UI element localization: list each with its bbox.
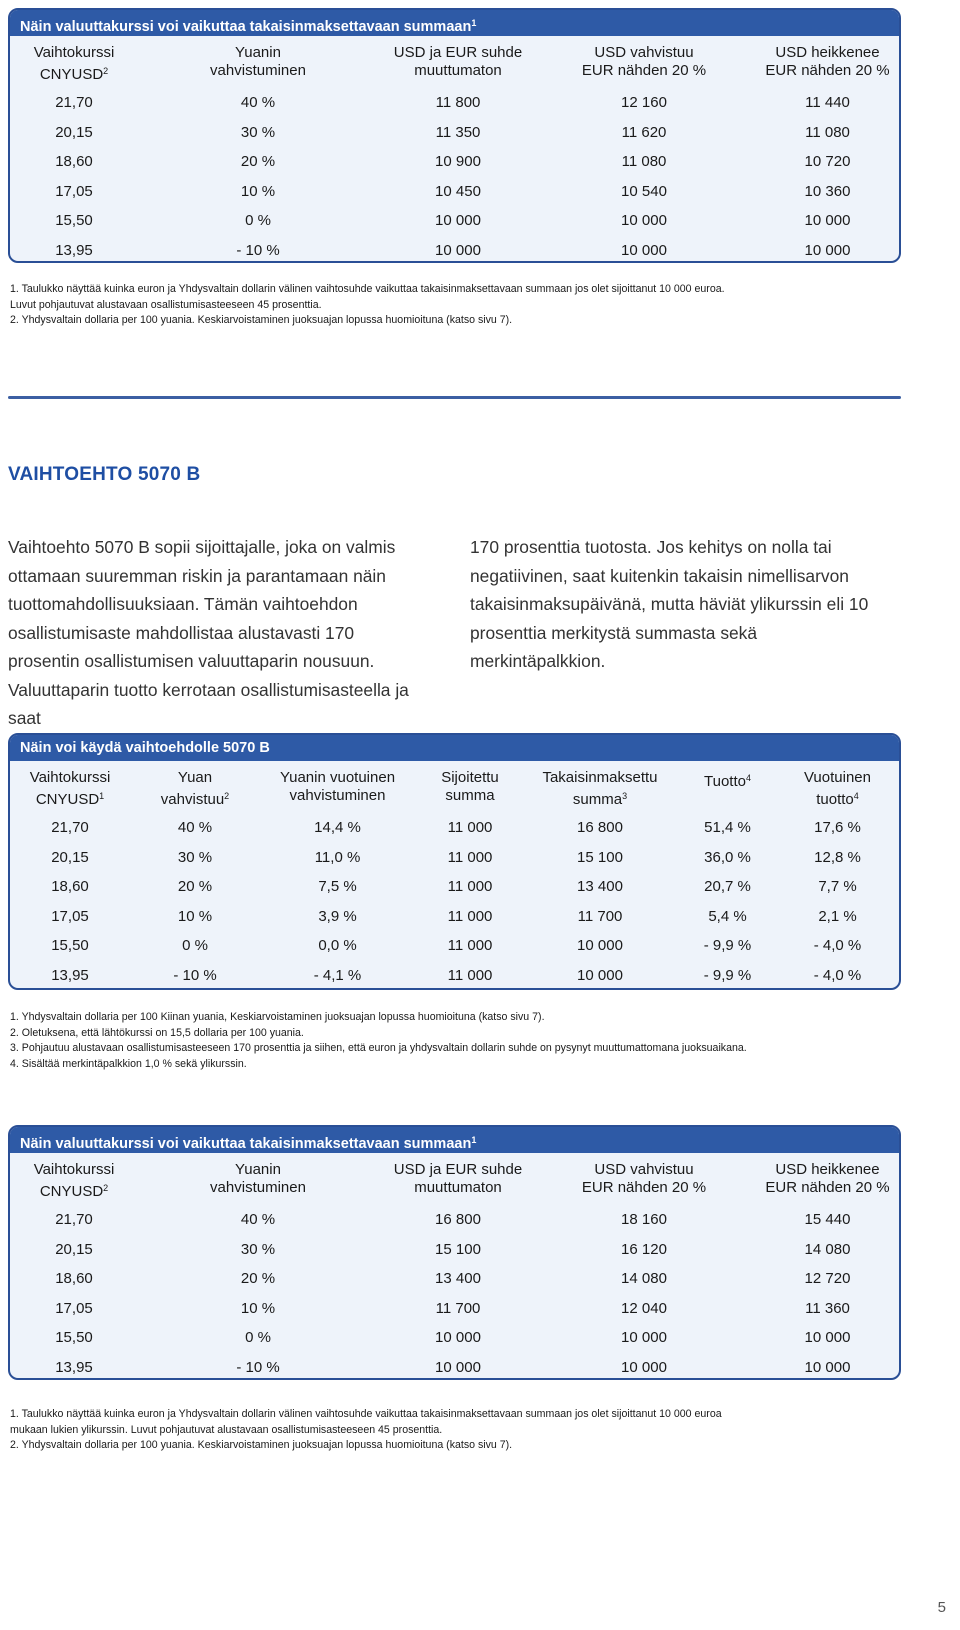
table2-header-0-line2: CNYUSD: [35, 791, 100, 808]
table-cell: 11 000: [447, 878, 493, 895]
table-cell: 11 440: [805, 94, 850, 111]
table2-header-5-line1-sup: 4: [745, 773, 751, 783]
table-row: [10, 177, 899, 207]
table-cell: 11 360: [805, 1299, 850, 1317]
table-cell: 0 %: [245, 212, 271, 229]
table2-header-4-line2: summa: [572, 791, 623, 808]
table-cell: 14 080: [621, 1270, 667, 1287]
table-cell: 40 %: [177, 819, 213, 836]
table2-box: [8, 733, 901, 990]
table2-header-5-line1: Tuotto: [704, 773, 746, 790]
table-row: [10, 872, 899, 902]
table-cell: 15 100: [577, 848, 623, 866]
table-cell: 10 000: [435, 212, 481, 229]
table2-title: Näin voi käydä vaihtoehdolle 5070 B: [10, 735, 899, 761]
table2-header-4-line1: Takaisinmaksettu: [542, 769, 658, 786]
table-cell: 10 000: [621, 1329, 667, 1346]
table3-header-2: [378, 1161, 538, 1201]
table2-header-2: [260, 769, 415, 809]
table2-note: 1. Yhdysvaltain dollaria per 100 Kiinan yuania, Keskiarvoistaminen juoksuajan lopussa huomioituna (katso sivu 7).: [10, 1011, 545, 1023]
table-cell: 10 %: [240, 1299, 276, 1317]
page-number: 5: [937, 1599, 946, 1616]
table-cell: 30 %: [177, 848, 213, 866]
table3-header-3-line2: EUR nähden 20 %: [581, 1179, 707, 1196]
table-row: [10, 88, 899, 118]
table2-header-1: [130, 769, 260, 809]
table-cell: 0 %: [182, 937, 208, 954]
table-cell: - 10 %: [236, 1358, 280, 1376]
table-cell: 20,15: [51, 848, 89, 866]
table1-header-4-line2: EUR nähden 20 %: [765, 62, 890, 79]
table-cell: 10 000: [435, 241, 481, 259]
table-cell: 10 000: [435, 1358, 481, 1376]
table2-body: [10, 813, 899, 990]
table1-body: [10, 88, 899, 263]
table-cell: 13 400: [577, 878, 623, 895]
table-cell: 21,70: [55, 94, 93, 111]
table2-header-6-sup: 4: [853, 791, 859, 801]
table-cell: 10 000: [621, 241, 667, 259]
table-row: [10, 931, 899, 961]
table3-header-1-line1: Yuanin: [235, 1161, 281, 1178]
table-cell: 10 720: [804, 153, 851, 170]
table3-header-0-line1: Vaihtokurssi: [33, 1161, 115, 1178]
table-row: [10, 902, 899, 932]
table-cell: 15 440: [804, 1211, 851, 1228]
table-cell: 0,0 %: [318, 937, 357, 954]
table2-header-3-line2: summa: [445, 787, 495, 804]
table3-notes: [10, 1407, 910, 1454]
table1-note: 2. Yhdysvaltain dollaria per 100 yuania. Keskiarvoistaminen juoksuajan lopussa huomioituna (katso sivu 7).: [10, 314, 513, 326]
table-cell: 18,60: [55, 153, 93, 170]
table1-header-2-line2: muuttumaton: [414, 62, 502, 79]
table2-header-3-line1: Sijoitettu: [441, 769, 499, 786]
table2-header-6: [780, 769, 895, 809]
table1-header-0-sup: 2: [103, 66, 109, 76]
table-row: [10, 206, 899, 236]
table1-title: Näin valuuttakurssi voi vaikuttaa takaisinmaksettavaan summaan$^1$: [10, 10, 899, 36]
table-cell: 12,8 %: [814, 848, 861, 866]
table2-header-2-line2: vahvistuminen: [289, 787, 386, 804]
table2-header-0: [10, 769, 130, 809]
table-cell: 14 080: [804, 1240, 851, 1258]
table-cell: 10 540: [621, 182, 667, 200]
table1-header-2: [378, 44, 538, 84]
table-cell: 17,6 %: [814, 819, 861, 836]
table-cell: 11 620: [621, 123, 667, 141]
table2-header-4-sup: 3: [622, 791, 628, 801]
table3-header-0-line2: CNYUSD: [39, 1183, 104, 1200]
table1-box: [8, 8, 901, 263]
table2-header-2-line1: Yuanin vuotuinen: [279, 769, 396, 786]
table-cell: 17,05: [55, 1299, 93, 1317]
table-cell: 20 %: [177, 878, 213, 895]
table3-note: mukaan lukien ylikurssin. Luvut pohjautuvat alustavaan osallistumisasteeseen 45 prosenttia.: [10, 1423, 443, 1436]
table2-header-5: [675, 769, 780, 809]
table-cell: - 10 %: [173, 966, 217, 984]
table-cell: 18 160: [621, 1211, 667, 1228]
table-cell: 16 800: [577, 819, 623, 836]
table2-notes: [10, 1010, 910, 1072]
table-cell: 20 %: [240, 153, 276, 170]
table-cell: - 10 %: [236, 241, 280, 259]
table-row: [10, 813, 899, 843]
table1-header-1: [138, 44, 378, 84]
table-cell: 5,4 %: [708, 907, 747, 925]
table-cell: 10 000: [621, 212, 667, 229]
table-cell: 18,60: [51, 878, 89, 895]
table-cell: 20,7 %: [704, 878, 751, 895]
table-cell: 10 000: [435, 1329, 481, 1346]
table-cell: - 4,0 %: [813, 966, 862, 984]
table-cell: 51,4 %: [704, 819, 751, 836]
table-cell: 30 %: [240, 1240, 276, 1258]
table2-header-3: [415, 769, 525, 809]
table-cell: 10 000: [577, 966, 623, 984]
table2-header-6-line1: Vuotuinen: [803, 769, 871, 786]
table-cell: 7,7 %: [818, 878, 857, 895]
table-cell: 15 100: [435, 1240, 481, 1258]
table3-header-2-line1: USD ja EUR suhde: [393, 1161, 523, 1178]
table1-header-0-line1: Vaihtokurssi: [33, 44, 115, 61]
table-cell: 10 000: [804, 212, 851, 229]
table-cell: 16 800: [435, 1211, 481, 1228]
table-cell: 11,0 %: [314, 848, 361, 866]
table-cell: 11 800: [435, 94, 481, 111]
table1-header-1-line1: Yuanin: [235, 44, 281, 61]
table1-header-row: [10, 44, 899, 84]
table1-header-3-line1: USD vahvistuu: [594, 44, 694, 61]
table2-note: 4. Sisältää merkintäpalkkion 1,0 % sekä ylikurssin.: [10, 1057, 247, 1070]
section-column-right: 170 prosenttia tuotosta. Jos kehitys on nolla tai negatiivinen, saat kuitenkin takaisin nimellisarvon takaisinmaksupäivänä, mutta häviät ylikurssin eli 10 prosenttia merkitystä summasta sekä merkintäpalkkion.: [470, 537, 869, 671]
table1-notes: [10, 282, 910, 329]
table-cell: 12 720: [804, 1270, 851, 1287]
table-cell: - 4,1 %: [313, 966, 362, 984]
table-row: [10, 1294, 899, 1324]
table-cell: 13,95: [51, 966, 89, 984]
table-cell: 11 000: [447, 937, 493, 954]
table2-header-6-line2: tuotto: [816, 791, 854, 808]
table-cell: 10 360: [804, 182, 851, 200]
table-cell: 3,9 %: [318, 907, 357, 925]
table2-header-1-line2: vahvistuu: [160, 791, 225, 808]
table-cell: 10 000: [577, 937, 623, 954]
table3-box: [8, 1125, 901, 1380]
table3-header-0-sup: 2: [103, 1183, 109, 1193]
table3-note: 2. Yhdysvaltain dollaria per 100 yuania. Keskiarvoistaminen juoksuajan lopussa huomioituna (katso sivu 7).: [10, 1439, 513, 1451]
table-row: [10, 1353, 899, 1381]
table-cell: 12 040: [621, 1299, 667, 1317]
table3-note: 1. Taulukko näyttää kuinka euron ja Yhdysvaltain dollarin välinen vaihtosuhde vaikuttaa takaisinmaksettavaan summaan jos olet sijoittanut 10 000 euroa: [10, 1408, 722, 1420]
table-cell: 20,15: [55, 123, 93, 141]
table-cell: 20,15: [55, 1240, 93, 1258]
table2-header-0-line1: Vaihtokurssi: [29, 769, 111, 786]
table1-header-2-line1: USD ja EUR suhde: [393, 44, 523, 61]
table-cell: 21,70: [55, 1211, 93, 1228]
table-cell: 10 000: [621, 1358, 667, 1376]
table-cell: 20 %: [240, 1270, 276, 1287]
table-cell: 10 000: [804, 1329, 851, 1346]
table-cell: 18,60: [55, 1270, 93, 1287]
table3-header-4: [750, 1161, 901, 1201]
table-cell: 11 000: [447, 819, 493, 836]
table-cell: 10 %: [177, 907, 213, 925]
table-cell: 0 %: [245, 1329, 271, 1346]
table-cell: 36,0 %: [704, 848, 751, 866]
table-row: [10, 1323, 899, 1353]
table1-header-0-line2: CNYUSD: [39, 66, 104, 83]
table1-note: Luvut pohjautuvat alustavaan osallistumisasteeseen 45 prosenttia.: [10, 298, 322, 311]
table-cell: 11 700: [435, 1299, 481, 1317]
table-cell: 40 %: [240, 94, 276, 111]
table-cell: 15,50: [55, 212, 93, 229]
table-cell: 2,1 %: [818, 907, 857, 925]
table-cell: 10 900: [435, 153, 481, 170]
table3-body: [10, 1205, 899, 1380]
table-cell: - 9,9 %: [703, 966, 752, 984]
table-cell: 10 450: [435, 182, 481, 200]
table1-header-0: [10, 44, 138, 84]
section-title: VAIHTOEHTO 5070 B: [8, 464, 201, 485]
table-cell: 11 000: [447, 907, 493, 925]
table-cell: 13,95: [55, 1358, 93, 1376]
table-cell: 11 700: [577, 907, 623, 925]
table1-header-4: [750, 44, 901, 84]
table-row: [10, 147, 899, 177]
table1-header-1-line2: vahvistuminen: [210, 62, 306, 79]
table2-header-0-sup: 1: [99, 791, 105, 801]
table-cell: 14,4 %: [314, 819, 361, 836]
table-cell: - 4,0 %: [813, 937, 862, 954]
table-cell: 13 400: [435, 1270, 481, 1287]
table-cell: 7,5 %: [318, 878, 357, 895]
table-cell: 11 000: [447, 848, 493, 866]
table2-header-1-line1: Yuan: [177, 769, 213, 786]
section-divider: [8, 396, 901, 399]
table3-header-row: [10, 1161, 899, 1201]
section-column-left: Vaihtoehto 5070 B sopii sijoittajalle, joka on valmis ottamaan suuremman riskin ja parantamaan näin tuottomahdollisuuksiaan. Tämän vaihtoehdon osallistumisaste mahdollistaa alustavasti 170 prosentin osallistumisen valuuttaparin nousuun. Valuuttaparin tuotto kerrotaan osallistumisasteella ja saat: [8, 537, 409, 728]
table-cell: 10 000: [804, 241, 851, 259]
table3-header-1-line2: vahvistuminen: [210, 1179, 306, 1196]
table2-note: 3. Pohjautuu alustavaan osallistumisasteeseen 170 prosenttia ja siihen, että euron ja yhdysvaltain dollarin suhde on pysynyt muuttumattomana juoksuaikana.: [10, 1042, 747, 1054]
table-cell: 15,50: [51, 937, 89, 954]
table2-header-1-sup: 2: [224, 791, 230, 801]
table2-note: 2. Oletuksena, että lähtökurssi on 15,5 dollaria per 100 yuania.: [10, 1026, 304, 1039]
table-cell: 11 350: [435, 123, 481, 141]
table-row: [10, 236, 899, 264]
table-cell: 17,05: [55, 182, 93, 200]
table-cell: - 9,9 %: [703, 937, 752, 954]
table-cell: 16 120: [621, 1240, 667, 1258]
table-cell: 15,50: [55, 1329, 93, 1346]
table-row: [10, 1264, 899, 1294]
table3-title: Näin valuuttakurssi voi vaikuttaa takaisinmaksettavaan summaan$^1$: [10, 1127, 899, 1153]
table1-header-4-line1: USD heikkenee: [775, 44, 880, 61]
table-row: [10, 843, 899, 873]
table-row: [10, 1235, 899, 1265]
table-cell: 30 %: [240, 123, 276, 141]
table3-header-3: [538, 1161, 750, 1201]
table-cell: 11 080: [621, 153, 667, 170]
table-row: [10, 118, 899, 148]
table-cell: 11 080: [805, 123, 850, 141]
table-row: [10, 961, 899, 991]
table2-header-row: [10, 769, 899, 809]
table3-header-3-line1: USD vahvistuu: [594, 1161, 694, 1178]
table2-header-4: [525, 769, 675, 809]
table-cell: 21,70: [51, 819, 89, 836]
table-cell: 17,05: [51, 907, 89, 925]
table1-header-3-line2: EUR nähden 20 %: [581, 62, 707, 79]
table3-header-0: [10, 1161, 138, 1201]
table-cell: 10 000: [804, 1358, 851, 1376]
table-cell: 13,95: [55, 241, 93, 259]
table1-note: 1. Taulukko näyttää kuinka euron ja Yhdysvaltain dollarin välinen vaihtosuhde vaikuttaa takaisinmaksettavaan summaan jos olet sijoittanut 10 000 euroa.: [10, 283, 725, 295]
table-cell: 40 %: [240, 1211, 276, 1228]
table1-header-3: [538, 44, 750, 84]
table3-header-4-line2: EUR nähden 20 %: [765, 1179, 890, 1196]
table-cell: 10 %: [240, 182, 276, 200]
table3-header-4-line1: USD heikkenee: [775, 1161, 880, 1178]
table3-header-2-line2: muuttumaton: [414, 1179, 502, 1196]
table3-header-1: [138, 1161, 378, 1201]
table-cell: 12 160: [621, 94, 667, 111]
table-row: [10, 1205, 899, 1235]
table-cell: 11 000: [447, 966, 493, 984]
